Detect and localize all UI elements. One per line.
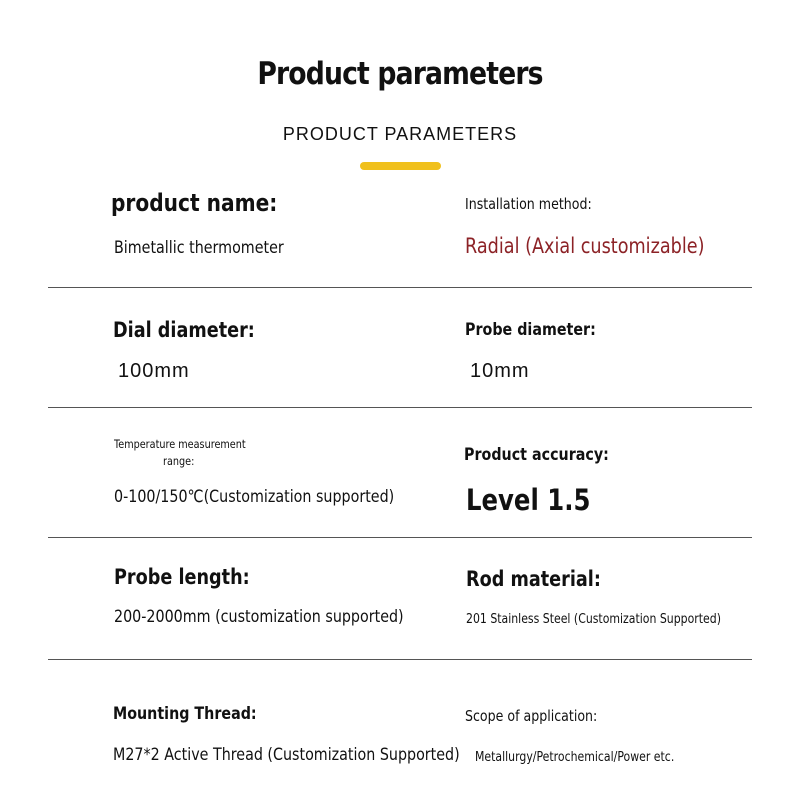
temperature-range-label-line1: Temperature measurement bbox=[114, 437, 246, 451]
row-divider bbox=[48, 287, 752, 288]
probe-length-value: 200-2000mm (customization supported) bbox=[114, 607, 404, 627]
dial-diameter-value: 100mm bbox=[118, 360, 190, 382]
product-name-value: Bimetallic thermometer bbox=[114, 238, 284, 258]
probe-length-label: Probe length: bbox=[114, 565, 250, 589]
page-subtitle: PRODUCT PARAMETERS bbox=[282, 124, 518, 144]
dial-diameter-label: Dial diameter: bbox=[113, 318, 255, 342]
rod-material-label: Rod material: bbox=[466, 567, 601, 591]
row-divider bbox=[48, 407, 752, 408]
installation-method-label: Installation method: bbox=[465, 195, 592, 213]
probe-diameter-value: 10mm bbox=[470, 360, 530, 382]
installation-method-value: Radial (Axial customizable) bbox=[465, 234, 705, 258]
product-accuracy-value: Level 1.5 bbox=[466, 483, 591, 517]
product-accuracy-label: Product accuracy: bbox=[464, 445, 609, 465]
page-title: Product parameters bbox=[257, 56, 543, 92]
temperature-range-value: 0-100/150℃(Customization supported) bbox=[114, 487, 395, 507]
row-divider bbox=[48, 659, 752, 660]
scope-of-application-value: Metallurgy/Petrochemical/Power etc. bbox=[475, 750, 675, 765]
scope-of-application-label: Scope of application: bbox=[465, 707, 598, 725]
mounting-thread-value: M27*2 Active Thread (Customization Supported) bbox=[113, 745, 460, 765]
rod-material-value: 201 Stainless Steel (Customization Supported) bbox=[466, 612, 721, 627]
probe-diameter-label: Probe diameter: bbox=[465, 320, 596, 340]
row-divider bbox=[48, 537, 752, 538]
temperature-range-label-line2: range: bbox=[163, 454, 195, 468]
accent-bar bbox=[360, 162, 441, 170]
mounting-thread-label: Mounting Thread: bbox=[113, 704, 257, 724]
product-name-label: product name: bbox=[111, 189, 278, 217]
